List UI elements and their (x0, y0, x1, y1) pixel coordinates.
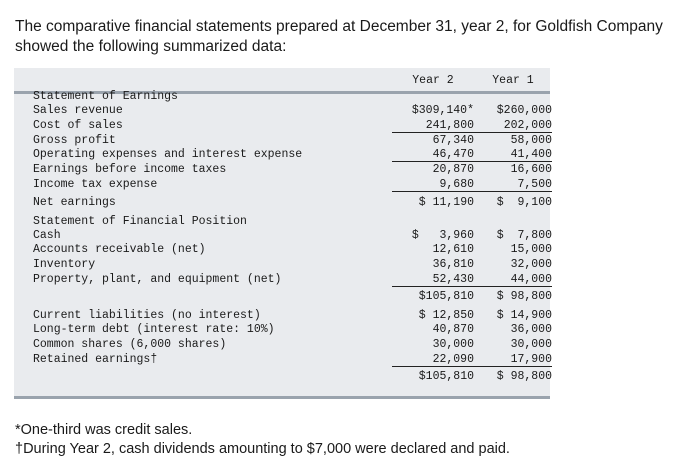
year1-value: $ 98,800 (496, 290, 552, 303)
year1-value: 58,000 (510, 134, 552, 147)
row-label: Operating expenses and interest expense (33, 148, 303, 161)
year1-value: 15,000 (510, 243, 552, 256)
year1-value: 202,000 (474, 119, 552, 133)
row-label: Inventory (33, 258, 96, 271)
row-label: Accounts receivable (net) (33, 243, 206, 256)
row-label: Income tax expense (33, 178, 158, 191)
year1-value: 7,500 (474, 178, 552, 192)
year2-value: 67,340 (432, 134, 474, 147)
footnote-credit-sales: *One-third was credit sales. (15, 422, 193, 438)
row-label: Current liabilities (no interest) (33, 309, 261, 322)
year2-value: $ 3,960 (411, 229, 474, 242)
year2-value: 30,000 (432, 338, 474, 351)
year2-value: $105,810 (418, 290, 474, 303)
row-label: Common shares (6,000 shares) (33, 338, 227, 351)
row-label: Long-term debt (interest rate: 10%) (33, 323, 275, 336)
year1-value: $ 9,100 (496, 196, 552, 209)
year1-value: 44,000 (474, 273, 552, 287)
year2-value: 22,090 (392, 353, 474, 367)
year1-value: $260,000 (496, 104, 552, 117)
footnotes (15, 421, 510, 459)
year1-value: 41,400 (474, 148, 552, 162)
year2-value: 9,680 (392, 178, 474, 192)
year2-value: 241,800 (392, 119, 474, 133)
row-label: Earnings before income taxes (33, 163, 227, 176)
year1-value: $ 98,800 (496, 370, 552, 383)
row-label: Cash (33, 229, 61, 242)
row-label: Retained earnings† (33, 353, 158, 366)
row-label: Sales revenue (33, 104, 123, 117)
problem-intro: The comparative financial statements prepared at December 31, year 2, for Goldfish Company showed the following summarized data: (15, 18, 663, 55)
year1-value: 17,900 (474, 353, 552, 367)
row-label: Cost of sales (33, 119, 123, 132)
year2-value: 20,870 (432, 163, 474, 176)
year2-value: $105,810 (418, 370, 474, 383)
row-label: Gross profit (33, 134, 116, 147)
year1-value: $ 14,900 (496, 309, 552, 322)
row-label: Statement of Financial Position (33, 215, 247, 228)
year2-value: $ 11,190 (418, 196, 474, 209)
year2-value: 46,470 (392, 148, 474, 162)
column-header-year2: Year 2 (412, 74, 454, 87)
year1-value: 30,000 (510, 338, 552, 351)
financial-statements-table (14, 68, 550, 399)
year1-value: 32,000 (510, 258, 552, 271)
year1-value: 16,600 (510, 163, 552, 176)
year1-value: 36,000 (510, 323, 552, 336)
year1-value: $ 7,800 (496, 229, 552, 242)
year2-value: 12,610 (432, 243, 474, 256)
column-header-year1: Year 1 (492, 74, 534, 87)
footnote-dividends: †During Year 2, cash dividends amounting to $7,000 were declared and paid. (15, 441, 510, 457)
year2-value: 40,870 (432, 323, 474, 336)
year2-value: $ 12,850 (418, 309, 474, 322)
year2-value: $309,140* (411, 104, 474, 117)
row-label: Statement of Earnings (33, 90, 178, 103)
year2-value: 52,430 (392, 273, 474, 287)
row-label: Property, plant, and equipment (net) (33, 273, 282, 286)
year2-value: 36,810 (432, 258, 474, 271)
row-label: Net earnings (33, 196, 116, 209)
